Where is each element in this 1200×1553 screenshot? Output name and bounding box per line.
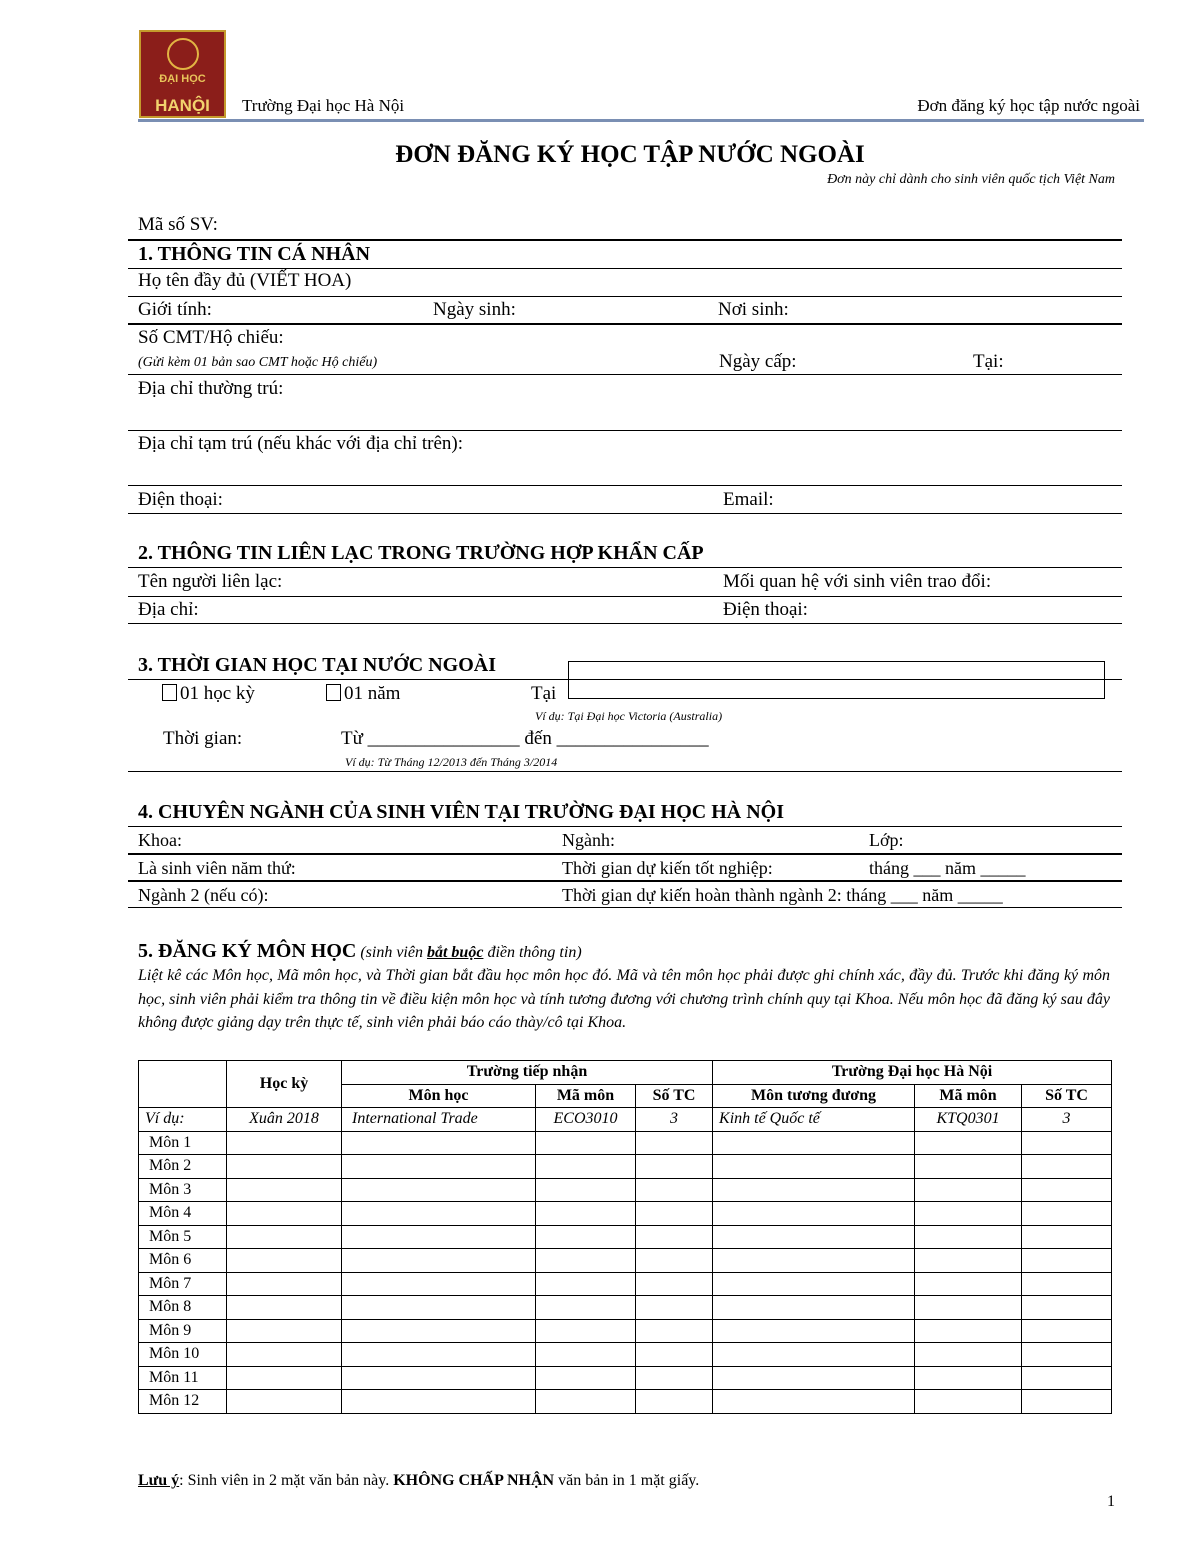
row-label: Môn 2 (139, 1155, 227, 1179)
table-cell[interactable] (636, 1249, 713, 1273)
checkbox-icon[interactable] (326, 684, 341, 701)
table-cell[interactable] (342, 1249, 536, 1273)
col-code-hanu: Mã môn (915, 1084, 1022, 1108)
divider (128, 623, 1122, 624)
row-label: Môn 10 (139, 1343, 227, 1367)
table-cell[interactable] (227, 1366, 342, 1390)
divider (128, 430, 1122, 431)
table-cell[interactable] (536, 1390, 636, 1414)
table-cell[interactable] (636, 1343, 713, 1367)
table-cell[interactable] (915, 1296, 1022, 1320)
table-cell[interactable] (227, 1272, 342, 1296)
row-label: Môn 11 (139, 1366, 227, 1390)
time-label: Thời gian: (163, 728, 243, 749)
time-range-field[interactable]: Từ ________________ đến ________________ (341, 728, 709, 749)
table-cell[interactable] (636, 1366, 713, 1390)
major-field[interactable]: Ngành: (562, 830, 615, 850)
table-cell[interactable] (915, 1272, 1022, 1296)
section4-heading: 4. CHUYÊN NGÀNH CỦA SINH VIÊN TẠI TRƯỜNG ĐẠI HỌC HÀ NỘI (138, 801, 785, 823)
table-cell[interactable] (227, 1131, 342, 1155)
relationship-field[interactable]: Mối quan hệ với sinh viên trao đổi: (723, 571, 992, 592)
row-label: Môn 6 (139, 1249, 227, 1273)
contact-address-field[interactable]: Địa chỉ: (138, 599, 199, 620)
table-cell[interactable] (636, 1178, 713, 1202)
id-note: (Gửi kèm 01 bản sao CMT hoặc Hộ chiếu) (138, 355, 378, 370)
table-cell[interactable] (342, 1131, 536, 1155)
example-course: International Trade (342, 1108, 536, 1132)
table-cell[interactable] (227, 1319, 342, 1343)
table-cell[interactable] (227, 1390, 342, 1414)
table-cell[interactable] (713, 1296, 915, 1320)
table-cell[interactable] (915, 1390, 1022, 1414)
section2-heading: 2. THÔNG TIN LIÊN LẠC TRONG TRƯỜNG HỢP KHẨN CẤP (138, 542, 704, 564)
table-cell[interactable] (915, 1319, 1022, 1343)
table-cell[interactable] (636, 1202, 713, 1226)
section5-note: (sinh viên bắt buộc điền thông tin) (360, 944, 582, 961)
col-semester: Học kỳ (227, 1061, 342, 1108)
table-row (139, 1390, 1112, 1414)
table-cell[interactable] (536, 1366, 636, 1390)
issue-place-field[interactable]: Tại: (973, 351, 1004, 372)
row-label: Môn 8 (139, 1296, 227, 1320)
grad-time-field[interactable]: tháng ___ năm _____ (869, 858, 1026, 878)
header-divider (138, 119, 1144, 122)
table-row (139, 1249, 1112, 1273)
option-year[interactable] (326, 683, 400, 705)
table-cell[interactable] (1022, 1225, 1112, 1249)
emblem-icon (167, 38, 199, 70)
table-cell[interactable] (1022, 1319, 1112, 1343)
table-cell[interactable] (1022, 1390, 1112, 1414)
table-cell[interactable] (713, 1155, 915, 1179)
gender-field[interactable]: Giới tính: (138, 299, 212, 320)
col-equivalent: Môn tương đương (713, 1084, 915, 1108)
table-cell[interactable] (713, 1225, 915, 1249)
table-cell[interactable] (915, 1131, 1022, 1155)
table-cell[interactable] (1022, 1155, 1112, 1179)
contact-name-field[interactable]: Tên người liên lạc: (138, 571, 283, 592)
table-cell[interactable] (227, 1249, 342, 1273)
divider (128, 596, 1122, 597)
example-credits: 3 (636, 1108, 713, 1132)
row-label: Môn 5 (139, 1225, 227, 1249)
table-cell[interactable] (915, 1225, 1022, 1249)
table-cell[interactable] (342, 1178, 536, 1202)
major2-field[interactable]: Ngành 2 (nếu có): (138, 885, 269, 905)
faculty-field[interactable]: Khoa: (138, 830, 182, 850)
table-row (139, 1178, 1112, 1202)
row-label: Môn 4 (139, 1202, 227, 1226)
example-credits-hanu: 3 (1022, 1108, 1112, 1132)
row-label: Môn 3 (139, 1178, 227, 1202)
header-university: Trường Đại học Hà Nội (242, 96, 405, 115)
table-cell[interactable] (915, 1249, 1022, 1273)
header-form-name: Đơn đăng ký học tập nước ngoài (917, 96, 1140, 115)
option-year-label: 01 năm (344, 683, 401, 704)
table-cell[interactable] (227, 1178, 342, 1202)
table-cell[interactable] (713, 1131, 915, 1155)
table-cell[interactable] (342, 1319, 536, 1343)
table-cell[interactable] (227, 1343, 342, 1367)
issue-date-field[interactable]: Ngày cấp: (719, 351, 797, 372)
table-cell[interactable] (1022, 1178, 1112, 1202)
table-cell[interactable] (342, 1296, 536, 1320)
table-cell[interactable] (713, 1178, 915, 1202)
university-input-box[interactable] (568, 661, 1105, 699)
table-row (139, 1155, 1112, 1179)
table-cell[interactable] (636, 1131, 713, 1155)
table-cell[interactable] (636, 1272, 713, 1296)
table-row (139, 1225, 1112, 1249)
example-semester: Xuân 2018 (227, 1108, 342, 1132)
example-equivalent: Kinh tế Quốc tế (713, 1108, 915, 1132)
table-cell[interactable] (1022, 1296, 1112, 1320)
divider (128, 880, 1122, 882)
example-label: Ví dụ: (139, 1108, 227, 1132)
table-cell[interactable] (713, 1272, 915, 1296)
form-title: ĐƠN ĐĂNG KÝ HỌC TẬP NƯỚC NGOÀI (395, 141, 865, 168)
checkbox-icon[interactable] (162, 684, 177, 701)
group-hanu: Trường Đại học Hà Nội (713, 1061, 1112, 1085)
table-cell[interactable] (227, 1202, 342, 1226)
at-label: Tại (531, 683, 557, 704)
group-host-university: Trường tiếp nhận (342, 1061, 713, 1085)
table-cell[interactable] (342, 1366, 536, 1390)
table-cell[interactable] (536, 1225, 636, 1249)
section1-heading: 1. THÔNG TIN CÁ NHÂN (138, 243, 371, 265)
table-cell[interactable] (536, 1178, 636, 1202)
table-cell[interactable] (915, 1178, 1022, 1202)
option-semester-label: 01 học kỳ (180, 683, 255, 704)
divider (128, 567, 1122, 568)
table-cell[interactable] (713, 1390, 915, 1414)
table-cell[interactable] (636, 1225, 713, 1249)
col-code: Mã môn (536, 1084, 636, 1108)
table-cell[interactable] (713, 1202, 915, 1226)
table-cell[interactable] (1022, 1202, 1112, 1226)
row-label: Môn 9 (139, 1319, 227, 1343)
student-id-field[interactable]: Mã số SV: (138, 214, 218, 235)
table-cell[interactable] (227, 1155, 342, 1179)
table-cell[interactable] (636, 1155, 713, 1179)
divider (128, 268, 1122, 269)
table-row (139, 1131, 1112, 1155)
section3-heading: 3. THỜI GIAN HỌC TẠI NƯỚC NGOÀI (138, 654, 497, 676)
row-label: Môn 1 (139, 1131, 227, 1155)
grad-time-label: Thời gian dự kiến tốt nghiệp: (562, 858, 773, 878)
form-subtitle: Đơn này chỉ dành cho sinh viên quốc tịch Việt Nam (827, 172, 1115, 187)
table-cell[interactable] (1022, 1343, 1112, 1367)
study-year-field[interactable]: Là sinh viên năm thứ: (138, 858, 296, 878)
divider (128, 485, 1122, 486)
time-example: Ví dụ: Từ Tháng 12/2013 đến Tháng 3/2014 (345, 755, 558, 769)
option-semester[interactable] (162, 683, 255, 705)
table-cell[interactable] (915, 1366, 1022, 1390)
table-cell[interactable] (636, 1390, 713, 1414)
major2-complete-field[interactable]: Thời gian dự kiến hoàn thành ngành 2: tháng ___ năm _____ (562, 885, 1003, 905)
footer-note: Lưu ý: Sinh viên in 2 mặt văn bản này. KHÔNG CHẤP NHẬN văn bản in 1 mặt giấy. (138, 1472, 700, 1489)
divider (128, 239, 1122, 241)
section5-instructions: Liệt kê các Môn học, Mã môn học, và Thời gian bắt đầu học môn học đó. Mã và tên môn học phải được ghi chính xác, đầy đủ. Trước khi đăng ký môn học, sinh viên phải kiểm tra thông tin về điều kiện môn học và tính tương đương với chương trình chính quy tại Khoa. Nếu môn học đã đăng ký sau đây không được giảng dạy trên thực tế, sinh viên phải báo cáo thày/cô tại Khoa. (138, 967, 1110, 1031)
logo-text-top: ĐẠI HỌC (159, 73, 206, 85)
table-cell[interactable] (536, 1202, 636, 1226)
phone-field[interactable]: Điện thoại: (138, 489, 223, 510)
table-cell[interactable] (536, 1319, 636, 1343)
table-cell[interactable] (342, 1390, 536, 1414)
table-cell[interactable] (536, 1272, 636, 1296)
permanent-address-field[interactable]: Địa chỉ thường trú: (138, 378, 284, 399)
example-row (139, 1108, 1112, 1132)
class-field[interactable]: Lớp: (869, 830, 904, 850)
table-row (139, 1296, 1112, 1320)
divider (128, 513, 1122, 514)
table-cell[interactable] (536, 1131, 636, 1155)
table-row (139, 1343, 1112, 1367)
table-cell[interactable] (342, 1343, 536, 1367)
table-cell[interactable] (713, 1343, 915, 1367)
full-name-field[interactable]: Họ tên đầy đủ (VIẾT HOA) (138, 270, 352, 291)
example-code: ECO3010 (536, 1108, 636, 1132)
email-field[interactable]: Email: (723, 489, 774, 510)
table-cell[interactable] (713, 1366, 915, 1390)
example-code-hanu: KTQ0301 (915, 1108, 1022, 1132)
table-cell[interactable] (713, 1249, 915, 1273)
table-cell[interactable] (342, 1202, 536, 1226)
row-label: Môn 7 (139, 1272, 227, 1296)
corner-cell (139, 1061, 227, 1108)
table-cell[interactable] (915, 1343, 1022, 1367)
table-cell[interactable] (636, 1296, 713, 1320)
table-cell[interactable] (1022, 1366, 1112, 1390)
divider (128, 374, 1122, 375)
table-cell[interactable] (1022, 1272, 1112, 1296)
table-cell[interactable] (636, 1319, 713, 1343)
table-cell[interactable] (1022, 1249, 1112, 1273)
table-cell[interactable] (536, 1296, 636, 1320)
table-cell[interactable] (536, 1155, 636, 1179)
table-cell[interactable] (342, 1272, 536, 1296)
course-registration-table (138, 1060, 1112, 1414)
table-cell[interactable] (342, 1225, 536, 1249)
table-cell[interactable] (915, 1155, 1022, 1179)
divider (128, 907, 1122, 908)
divider (128, 826, 1122, 827)
col-credits: Số TC (636, 1084, 713, 1108)
table-row (139, 1272, 1112, 1296)
dob-field[interactable]: Ngày sinh: (433, 299, 516, 320)
logo-text-bottom: HANỘI (155, 96, 210, 115)
table-cell[interactable] (342, 1155, 536, 1179)
divider (128, 853, 1122, 855)
contact-phone-field[interactable]: Điện thoại: (723, 599, 808, 620)
page-number: 1 (1107, 1493, 1115, 1510)
table-cell[interactable] (227, 1296, 342, 1320)
table-cell[interactable] (227, 1225, 342, 1249)
divider (128, 771, 1122, 772)
divider (128, 296, 1122, 297)
divider (128, 323, 1122, 325)
table-cell[interactable] (915, 1202, 1022, 1226)
col-credits-hanu: Số TC (1022, 1084, 1112, 1108)
temp-address-field[interactable]: Địa chỉ tạm trú (nếu khác với địa chỉ trên): (138, 433, 464, 454)
table-cell[interactable] (713, 1319, 915, 1343)
col-course: Môn học (342, 1084, 536, 1108)
section5-header (138, 940, 582, 963)
id-number-field[interactable]: Số CMT/Hộ chiếu: (138, 327, 284, 348)
table-cell[interactable] (536, 1249, 636, 1273)
pob-field[interactable]: Nơi sinh: (718, 299, 789, 320)
at-example: Ví dụ: Tại Đại học Victoria (Australia) (535, 709, 723, 723)
table-cell[interactable] (1022, 1131, 1112, 1155)
university-logo (139, 30, 226, 118)
table-row (139, 1202, 1112, 1226)
table-row (139, 1366, 1112, 1390)
table-cell[interactable] (536, 1343, 636, 1367)
section5-heading: 5. ĐĂNG KÝ MÔN HỌC (138, 940, 357, 962)
table-row (139, 1319, 1112, 1343)
row-label: Môn 12 (139, 1390, 227, 1414)
